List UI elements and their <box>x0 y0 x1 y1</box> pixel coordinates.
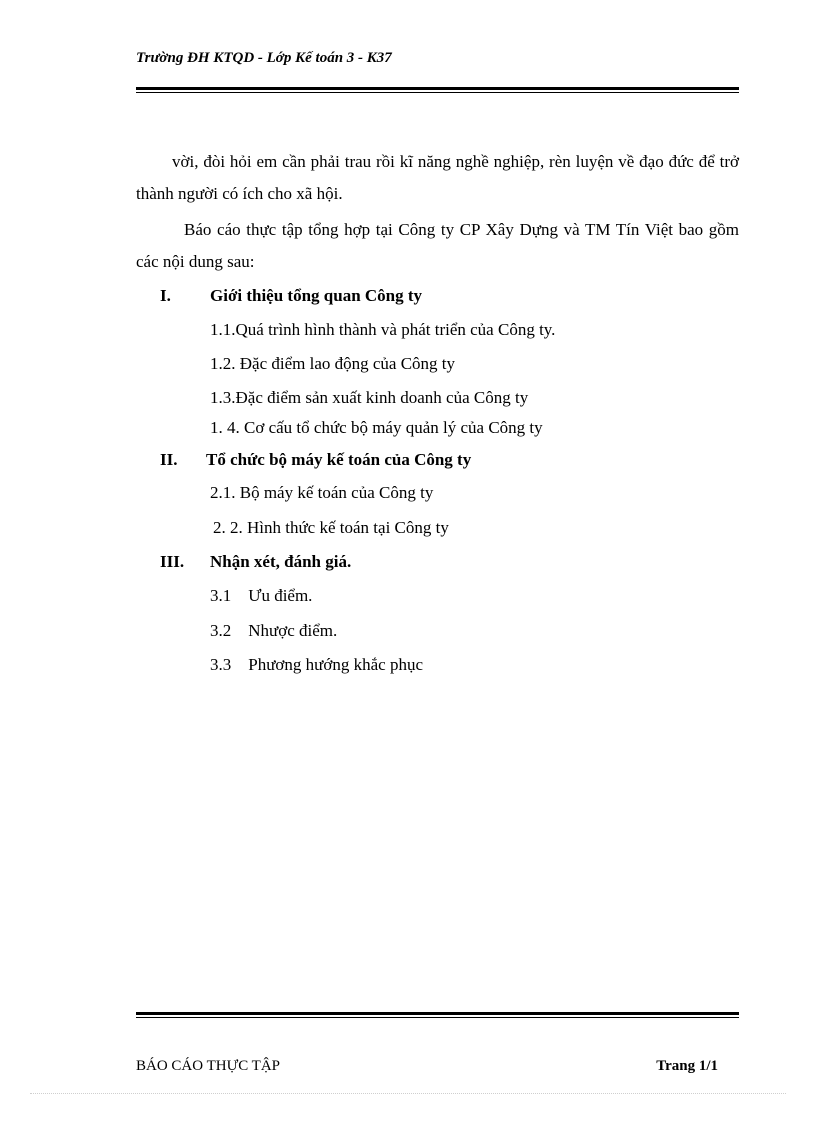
header-rule <box>136 87 739 93</box>
list-item: 1.3.Đặc điểm sản xuất kinh doanh của Công ty <box>210 388 529 407</box>
list-item: 3.2 Nhược điểm. <box>210 621 338 640</box>
footer-title: BÁO CÁO THỰC TẬP <box>136 1058 281 1074</box>
list-item: 1.2. Đặc điểm lao động của Công ty <box>210 354 456 373</box>
section-title: Tổ chức bộ máy kế toán của Công ty <box>206 450 472 469</box>
section-1-heading <box>160 286 422 306</box>
section-2-heading <box>160 450 471 470</box>
section-number: I. <box>160 286 171 305</box>
list-item: 1. 4. Cơ cấu tổ chức bộ máy quản lý của Công ty <box>210 418 543 437</box>
intro-paragraph-2: Báo cáo thực tập tổng hợp tại Công ty CP Xây Dựng và TM Tín Việt bao gồm các nội dung sau: <box>136 220 739 271</box>
list-item: 2.1. Bộ máy kế toán của Công ty <box>210 483 434 502</box>
section-title: Giới thiệu tổng quan Công ty <box>210 286 423 305</box>
list-item: 2. 2. Hình thức kế toán tại Công ty <box>213 518 449 537</box>
section-number: II. <box>160 450 178 469</box>
footer-rule <box>136 1012 739 1018</box>
list-item: 3.3 Phương hướng khắc phục <box>210 655 423 674</box>
section-3-heading <box>160 552 351 572</box>
page-header: Trường ĐH KTQD - Lớp Kế toán 3 - K37 <box>136 50 392 66</box>
section-number: III. <box>160 552 185 571</box>
section-title: Nhận xét, đánh giá. <box>210 552 352 571</box>
intro-paragraph-1: vời, đòi hỏi em cần phải trau rồi kĩ năng nghề nghiệp, rèn luyện về đạo đức để trở thành người có ích cho xã hội. <box>136 152 739 203</box>
page-number: Trang 1/1 <box>656 1058 718 1074</box>
page-bottom-border <box>30 1093 786 1094</box>
list-item: 1.1.Quá trình hình thành và phát triển của Công ty. <box>210 320 556 339</box>
list-item: 3.1 Ưu điểm. <box>210 586 313 605</box>
